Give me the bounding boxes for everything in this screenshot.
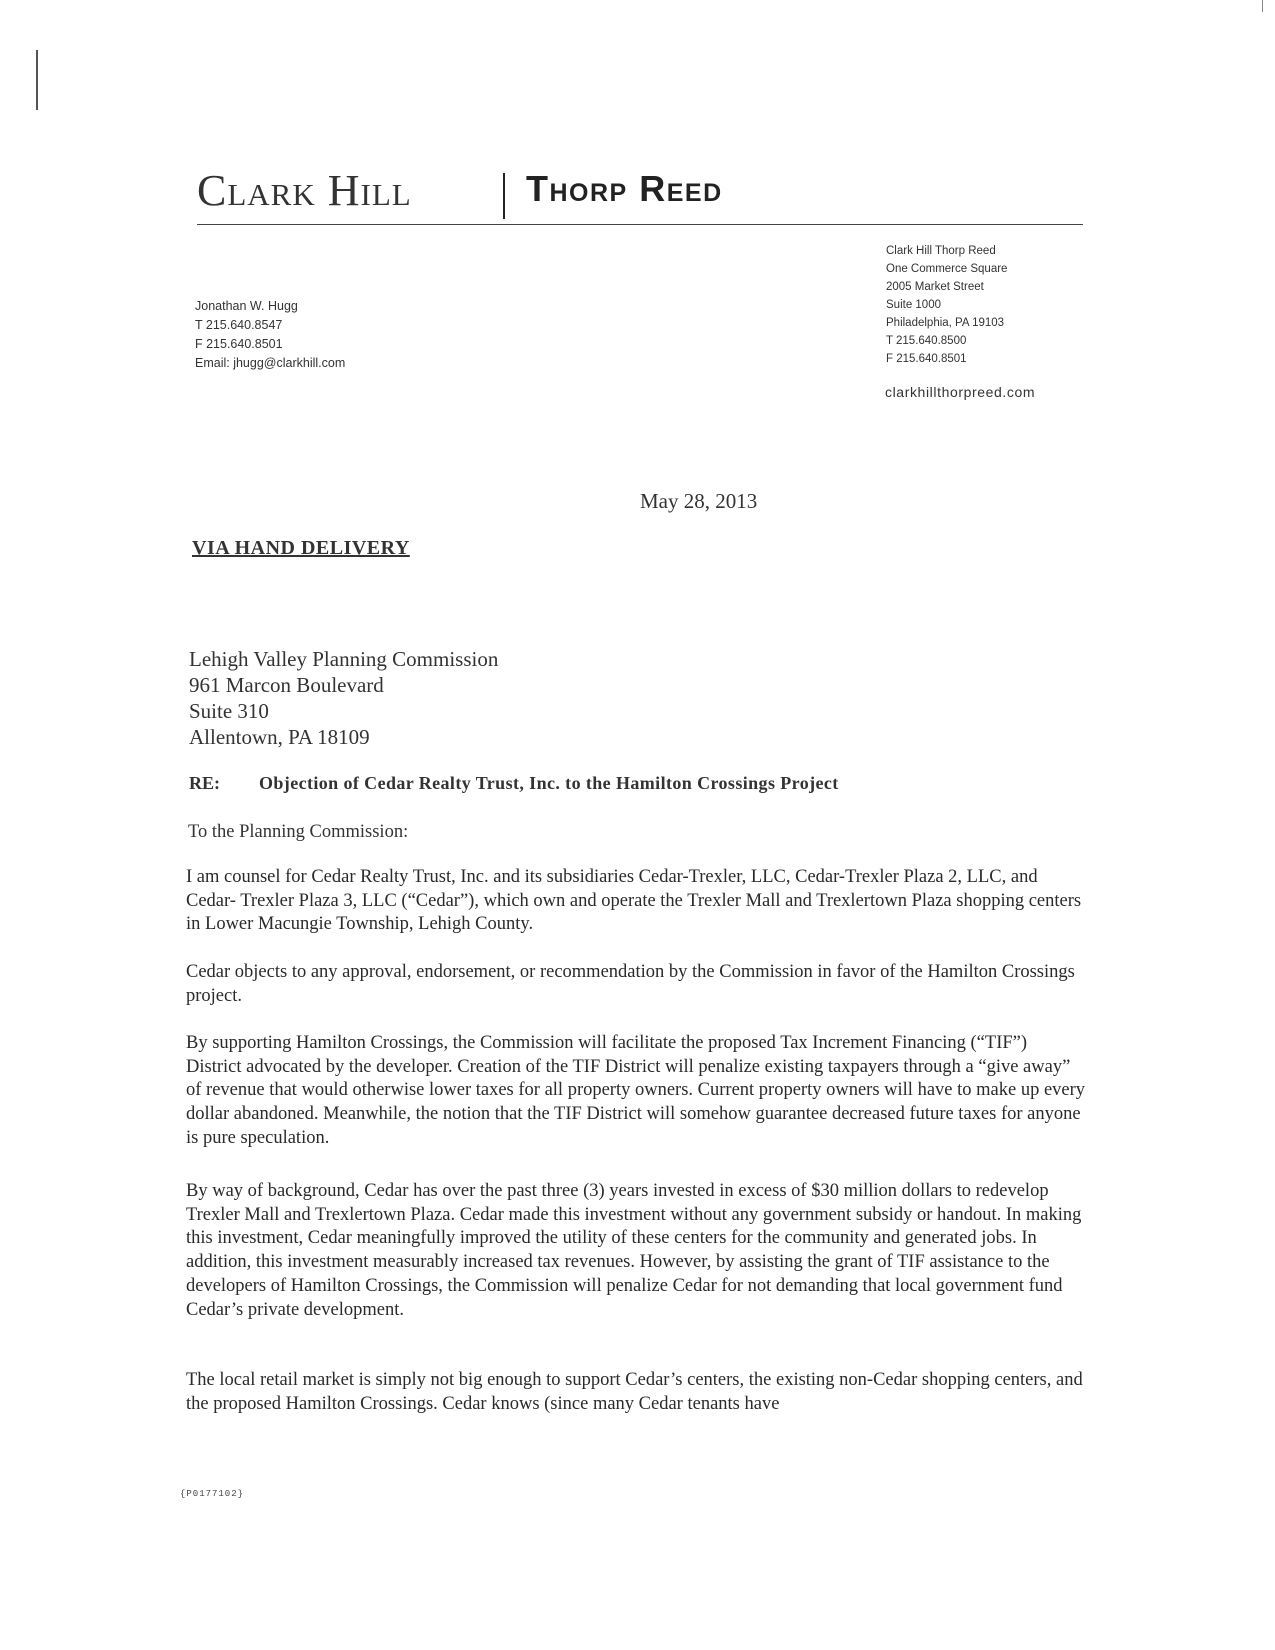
letter-date: May 28, 2013 (640, 489, 758, 513)
salutation: To the Planning Commission: (188, 822, 409, 842)
subject-line: Objection of Cedar Realty Trust, Inc. to the Hamilton Crossings Project (259, 773, 839, 793)
body-paragraph: Cedar objects to any approval, endorsement, or recommendation by the Commission in favor of the Hamilton Crossings project. (186, 962, 1075, 1006)
subject-label: RE: (189, 773, 220, 793)
firm-address-line: Clark Hill Thorp Reed (886, 245, 996, 257)
sender-block (195, 297, 345, 373)
firm-address-block (886, 242, 1007, 368)
recipient-line: Allentown, PA 18109 (189, 725, 370, 749)
firm-address-line: 2005 Market Street (886, 281, 984, 293)
recipient-line: Suite 310 (189, 699, 269, 723)
scan-margin-mark (36, 50, 38, 110)
recipient-line: Lehigh Valley Planning Commission (189, 647, 499, 671)
recipient-line: 961 Marcon Boulevard (189, 673, 384, 697)
document-id: {P0177102} (180, 1489, 245, 1499)
sender-email: Email: jhugg@clarkhill.com (195, 356, 346, 370)
letterhead-rule (197, 224, 1083, 225)
firm-address-line: Philadelphia, PA 19103 (886, 317, 1005, 329)
firm-website: clarkhillthorpreed.com (885, 384, 1036, 400)
scan-corner-mark (1262, 0, 1263, 12)
body-paragraph: I am counsel for Cedar Realty Trust, Inc. and its subsidiaries Cedar-Trexler, LLC, Cedar-Trexler Plaza 2, LLC, and Cedar- Trexler Plaza 3, LLC (“Cedar”), which own and operate the Trexler Mall and Trexlertown Plaza shopping centers in Lower Macungie Township, Lehigh County. (186, 867, 1082, 935)
sender-phone: T 215.640.8547 (195, 318, 283, 332)
firm-address-line: One Commerce Square (886, 263, 1008, 275)
recipient-address (189, 646, 498, 750)
body-paragraph: By supporting Hamilton Crossings, the Commission will facilitate the proposed Tax Increment Financing (“TIF”) District advocated by the developer. Creation of the TIF District will penalize existing taxpayers through a “give away” of revenue that would otherwise lower taxes for all property owners. Current property owners will have to make up every dollar abandoned. Meanwhile, the notion that the TIF District will somehow guarantee decreased future taxes for anyone is pure speculation. (186, 1033, 1086, 1148)
sender-name: Jonathan W. Hugg (195, 299, 298, 313)
firm-address-line: Suite 1000 (886, 299, 941, 311)
sender-fax: F 215.640.8501 (195, 337, 283, 351)
firm-address-line: F 215.640.8501 (886, 353, 967, 365)
body-paragraph: By way of background, Cedar has over the past three (3) years invested in excess of $30 million dollars to redevelop Trexler Mall and Trexlertown Plaza. Cedar made this investment without any government subsidy or handout. In making this investment, Cedar meaningfully improved the utility of these centers for the community and generated jobs. In addition, this investment measurably increased tax revenues. However, by assisting the grant of TIF assistance to the developers of Hamilton Crossings, the Commission will penalize Cedar for not demanding that local government fund Cedar’s private development. (186, 1181, 1082, 1320)
body-paragraph: The local retail market is simply not big enough to support Cedar’s centers, the existing non-Cedar shopping centers, and the proposed Hamilton Crossings. Cedar knows (since many Cedar tenants have (186, 1370, 1083, 1414)
letterhead-logo-thorp-reed: Thorp Reed (526, 168, 723, 209)
firm-address-line: T 215.640.8500 (886, 335, 967, 347)
letterhead-divider (503, 173, 505, 219)
delivery-method: VIA HAND DELIVERY (192, 537, 410, 559)
letterhead-logo-clark-hill: Clark Hill (197, 166, 412, 215)
